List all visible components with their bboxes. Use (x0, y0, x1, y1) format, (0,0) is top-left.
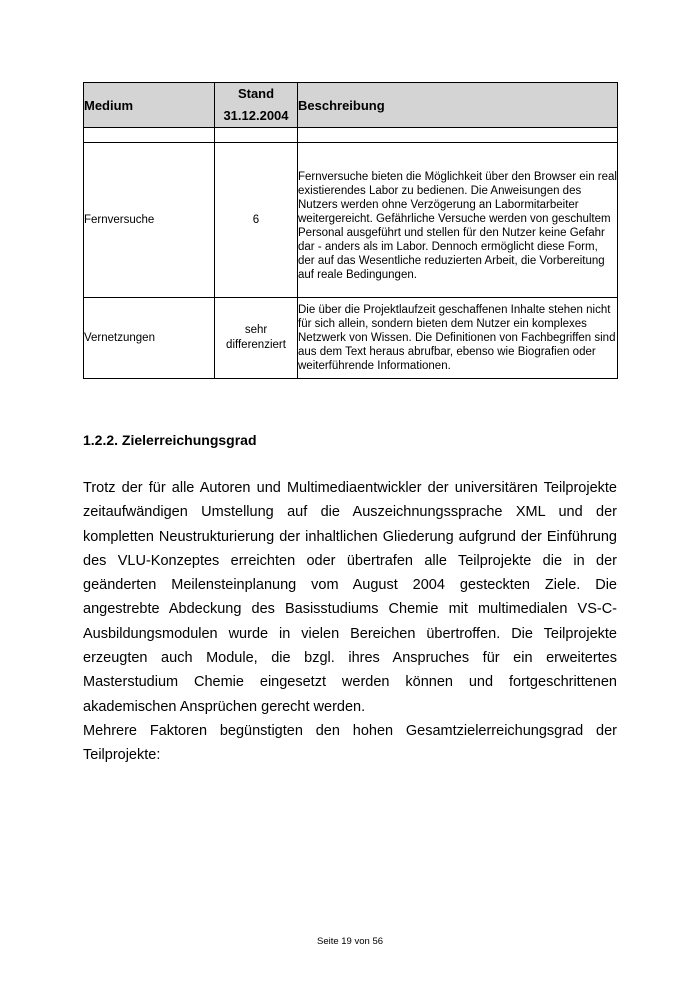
description-cell: Die über die Projektlaufzeit geschaffenen Inhalte stehen nicht für sich allein, sondern bieten dem Nutzer ein komplexes Netzwerk von Wissen. Die Definitionen von Fachbegriffen sind aus dem Text heraus abrufbar, ebenso wie Biografien oder weiterführende Informationen. (298, 298, 618, 379)
medium-cell: Fernversuche (84, 143, 215, 298)
stand-cell (215, 298, 298, 379)
body-paragraph: Trotz der für alle Autoren und Multimediaentwickler der universitären Teilprojekte zeitaufwändigen Umstellung auf die Auszeichnungssprache XML und der kompletten Neustrukturierung der inhaltlichen Gliederung aufgrund der Einführung des VLU-Konzeptes erreichten oder übertrafen alle Teilprojekte die in der geänderten Meilensteinplanung vom August 2004 gesteckten Ziele. Die angestrebte Abdeckung des Basisstudiums Chemie mit multimedialen VS-C-Ausbildungsmodulen wurde in vielen Bereichen übertroffen. Die Teilprojekte erzeugten auch Module, die bzgl. ihres Anspruches für ein erweitertes Masterstudium Chemie eingesetzt werden können und fortgeschrittenen akademischen Ansprüchen gerecht werden. (83, 480, 617, 715)
header-medium: Medium (84, 83, 215, 128)
header-stand-date: 31.12.2004 (223, 108, 289, 123)
media-table (83, 82, 618, 379)
stand-cell: 6 (215, 143, 298, 298)
header-stand (215, 83, 298, 128)
table-row (84, 298, 618, 379)
table-row (84, 143, 618, 298)
page-number: Seite 19 von 56 (316, 936, 384, 947)
spacer-cell (298, 128, 618, 143)
spacer-cell (215, 128, 298, 143)
description-cell: Fernversuche bieten die Möglichkeit über den Browser ein real existierendes Labor zu bedienen. Die Anweisungen des Nutzers werden ohne Verzögerung an Labormitarbeiter weitergereicht. Gefährliche Versuche werden von geschultem Personal ausgeführt und stellen für den Nutzer keine Gefahr dar - anders als im Labor. Dennoch ermöglicht diese Form, der auf das Wesentliche reduzierten Arbeit, die Vorbereitung auf reale Bedingungen. (298, 143, 618, 298)
stand-line: differenziert (226, 339, 286, 351)
section-heading: 1.2.2. Zielerreichungsgrad (83, 432, 257, 448)
header-description: Beschreibung (298, 83, 618, 128)
medium-cell: Vernetzungen (84, 298, 215, 379)
table-header-row (84, 83, 618, 128)
table-spacer-row (84, 128, 618, 143)
spacer-cell (84, 128, 215, 143)
body-paragraph: Mehrere Faktoren begünstigten den hohen Gesamtzielerreichungsgrad der Teilprojekte: (83, 723, 617, 764)
stand-line: sehr (244, 324, 268, 336)
header-stand-label: Stand (237, 86, 275, 101)
